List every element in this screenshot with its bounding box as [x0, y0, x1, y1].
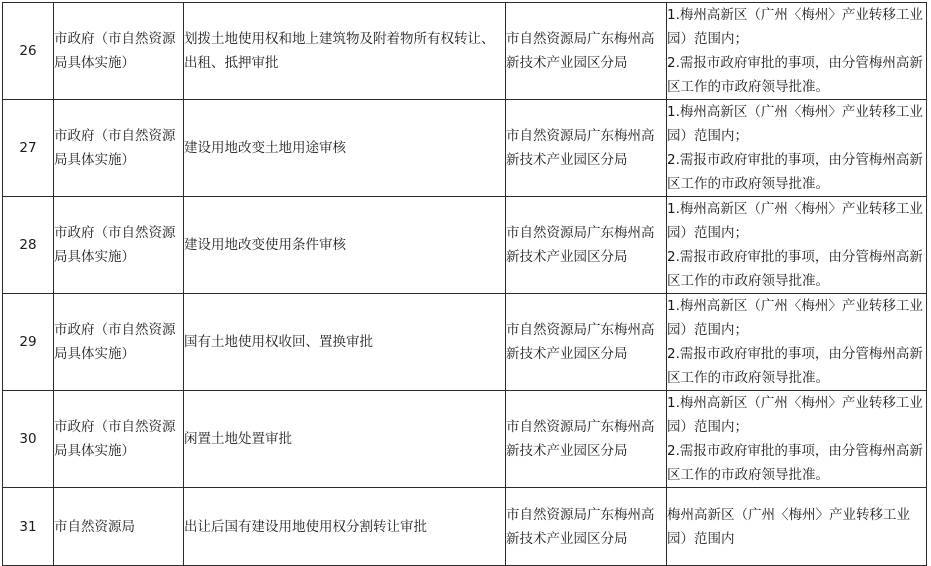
implementing-authority: 市自然资源局 — [54, 488, 184, 566]
remark-line: 2.需报市政府审批的事项，由分管梅州高新区工作的市政府领导批准。 — [667, 152, 923, 192]
responsible-department: 市自然资源局广东梅州高新技术产业园区分局 — [506, 3, 667, 100]
table-row — [3, 197, 927, 294]
remark-line: 1.梅州高新区（广州〈梅州〉产业转移工业园）范围内； — [667, 298, 923, 338]
remark-line: 2.需报市政府审批的事项，由分管梅州高新区工作的市政府领导批准。 — [667, 443, 923, 483]
remark-line: 1.梅州高新区（广州〈梅州〉产业转移工业园）范围内； — [667, 104, 923, 144]
responsible-department: 市自然资源局广东梅州高新技术产业园区分局 — [506, 294, 667, 391]
remarks — [667, 294, 927, 391]
remarks — [667, 197, 927, 294]
remark-line: 2.需报市政府审批的事项，由分管梅州高新区工作的市政府领导批准。 — [667, 346, 923, 386]
approval-item: 出让后国有建设用地使用权分割转让审批 — [184, 488, 506, 566]
remarks — [667, 488, 927, 566]
responsible-department: 市自然资源局广东梅州高新技术产业园区分局 — [506, 100, 667, 197]
remark-line: 2.需报市政府审批的事项，由分管梅州高新区工作的市政府领导批准。 — [667, 55, 923, 95]
implementing-authority: 市政府（市自然资源局具体实施） — [54, 294, 184, 391]
remark-line: 1.梅州高新区（广州〈梅州〉产业转移工业园）范围内； — [667, 7, 923, 47]
responsible-department: 市自然资源局广东梅州高新技术产业园区分局 — [506, 391, 667, 488]
implementing-authority: 市政府（市自然资源局具体实施） — [54, 197, 184, 294]
row-number: 30 — [3, 391, 54, 488]
approval-item: 国有土地使用权收回、置换审批 — [184, 294, 506, 391]
remark-line: 1.梅州高新区（广州〈梅州〉产业转移工业园）范围内； — [667, 201, 923, 241]
table-row — [3, 294, 927, 391]
implementing-authority: 市政府（市自然资源局具体实施） — [54, 100, 184, 197]
table-row — [3, 3, 927, 100]
row-number: 31 — [3, 488, 54, 566]
table-row — [3, 391, 927, 488]
remarks — [667, 391, 927, 488]
approval-item: 建设用地改变土地用途审核 — [184, 100, 506, 197]
approval-item: 建设用地改变使用条件审核 — [184, 197, 506, 294]
row-number: 27 — [3, 100, 54, 197]
implementing-authority: 市政府（市自然资源局具体实施） — [54, 3, 184, 100]
row-number: 26 — [3, 3, 54, 100]
remarks — [667, 100, 927, 197]
remarks — [667, 3, 927, 100]
responsible-department: 市自然资源局广东梅州高新技术产业园区分局 — [506, 197, 667, 294]
approval-item: 划拨土地使用权和地上建筑物及附着物所有权转让、出租、抵押审批 — [184, 3, 506, 100]
approval-item: 闲置土地处置审批 — [184, 391, 506, 488]
authority-table — [2, 2, 927, 566]
table-row — [3, 488, 927, 566]
implementing-authority: 市政府（市自然资源局具体实施） — [54, 391, 184, 488]
remark-line: 1.梅州高新区（广州〈梅州〉产业转移工业园）范围内； — [667, 395, 923, 435]
remark-line: 梅州高新区（广州〈梅州〉产业转移工业园）范围内 — [667, 506, 910, 547]
table-row — [3, 100, 927, 197]
row-number: 29 — [3, 294, 54, 391]
row-number: 28 — [3, 197, 54, 294]
responsible-department: 市自然资源局广东梅州高新技术产业园区分局 — [506, 488, 667, 566]
remark-line: 2.需报市政府审批的事项，由分管梅州高新区工作的市政府领导批准。 — [667, 249, 923, 289]
